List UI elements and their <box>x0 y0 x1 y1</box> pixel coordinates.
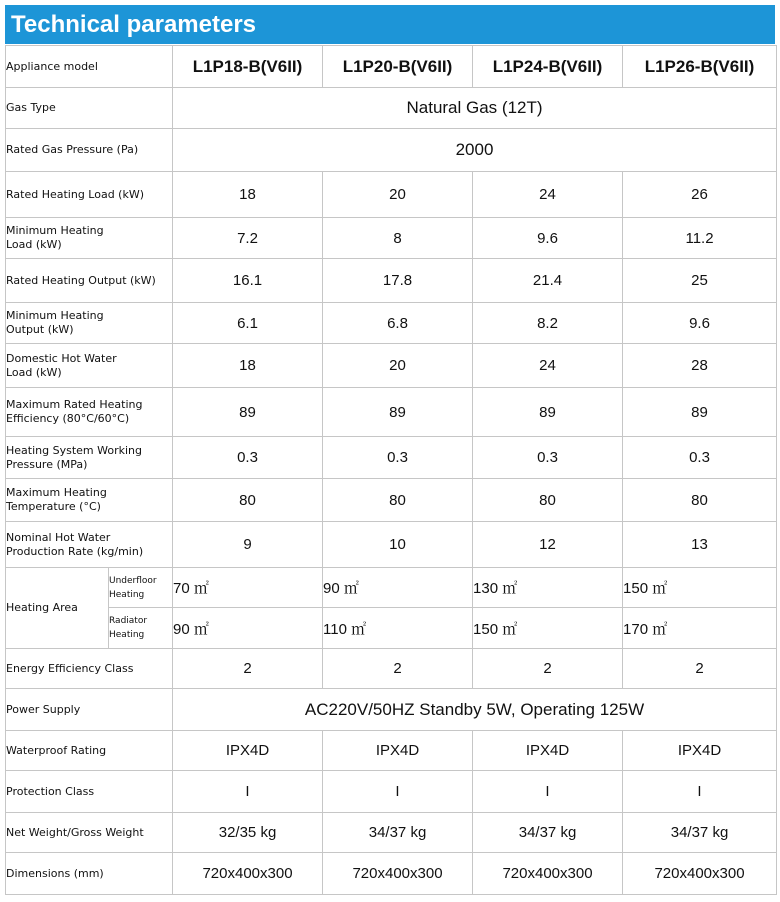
row-weight <box>6 813 777 853</box>
value-rated-heating-load: 24 <box>473 172 623 218</box>
row-heating-area-radiator <box>6 608 777 649</box>
value-energy-class: 2 <box>173 649 323 689</box>
value-min-heating-load: 9.6 <box>473 218 623 259</box>
label-dhw-load <box>6 344 173 388</box>
value-energy-class: 2 <box>473 649 623 689</box>
value-weight: 34/37 kg <box>623 813 777 853</box>
value-waterproof: IPX4D <box>323 731 473 771</box>
label-working-pressure <box>6 437 173 479</box>
label-dimensions-text: Dimensions (mm) <box>6 866 104 880</box>
value-hot-water-rate: 13 <box>623 522 777 568</box>
row-min-heating-load <box>6 218 777 259</box>
value-dhw-load: 28 <box>623 344 777 388</box>
value-gas-type: Natural Gas (12T) <box>173 88 777 129</box>
row-hot-water-rate <box>6 522 777 568</box>
value-working-pressure: 0.3 <box>623 437 777 479</box>
row-energy-class <box>6 649 777 689</box>
row-gas-type <box>6 88 777 129</box>
value-max-efficiency: 89 <box>623 388 777 437</box>
label-underfloor-heating-text: Underfloor Heating <box>109 575 157 600</box>
row-min-heating-output <box>6 303 777 344</box>
section-title: Technical parameters <box>5 5 775 44</box>
label-min-heating-output <box>6 303 173 344</box>
label-waterproof-text: Waterproof Rating <box>6 743 107 757</box>
value-dimensions: 720x400x300 <box>323 853 473 895</box>
value-max-temperature: 80 <box>323 479 473 522</box>
label-max-temperature-text: Maximum Heating Temperature (°C) <box>6 486 107 513</box>
row-appliance-model <box>6 46 777 88</box>
value-waterproof: IPX4D <box>473 731 623 771</box>
value-dhw-load: 18 <box>173 344 323 388</box>
row-max-temperature <box>6 479 777 522</box>
value-min-heating-load: 7.2 <box>173 218 323 259</box>
label-energy-class <box>6 649 173 689</box>
value-rated-heating-load: 18 <box>173 172 323 218</box>
row-waterproof <box>6 731 777 771</box>
value-radiator-area: 110 ㎡ <box>323 608 473 649</box>
model-name: L1P24-B(V6II) <box>473 46 623 88</box>
row-dhw-load <box>6 344 777 388</box>
value-rated-heating-output: 25 <box>623 259 777 303</box>
value-waterproof: IPX4D <box>623 731 777 771</box>
label-power-supply-text: Power Supply <box>6 702 81 716</box>
parameters-table <box>5 45 777 895</box>
label-rated-heating-load <box>6 172 173 218</box>
value-working-pressure: 0.3 <box>473 437 623 479</box>
label-gas-type <box>6 88 173 129</box>
value-min-heating-output: 6.1 <box>173 303 323 344</box>
value-rated-heating-output: 21.4 <box>473 259 623 303</box>
label-dimensions <box>6 853 173 895</box>
row-rated-heating-output <box>6 259 777 303</box>
label-weight <box>6 813 173 853</box>
value-dimensions: 720x400x300 <box>173 853 323 895</box>
value-hot-water-rate: 12 <box>473 522 623 568</box>
value-protection: I <box>323 771 473 813</box>
label-rated-heating-output <box>6 259 173 303</box>
model-name: L1P26-B(V6II) <box>623 46 777 88</box>
label-radiator-heating-text: Radiator Heating <box>109 616 148 640</box>
row-protection <box>6 771 777 813</box>
value-rated-heating-output: 16.1 <box>173 259 323 303</box>
value-min-heating-output: 8.2 <box>473 303 623 344</box>
label-underfloor-heating <box>109 568 173 608</box>
label-min-heating-load-text: Minimum Heating Load (kW) <box>6 224 104 251</box>
model-name: L1P20-B(V6II) <box>323 46 473 88</box>
value-max-efficiency: 89 <box>173 388 323 437</box>
value-hot-water-rate: 9 <box>173 522 323 568</box>
value-weight: 34/37 kg <box>323 813 473 853</box>
row-dimensions <box>6 853 777 895</box>
value-max-temperature: 80 <box>623 479 777 522</box>
value-max-efficiency: 89 <box>323 388 473 437</box>
value-working-pressure: 0.3 <box>323 437 473 479</box>
value-protection: I <box>623 771 777 813</box>
label-min-heating-load <box>6 218 173 259</box>
value-protection: I <box>473 771 623 813</box>
value-min-heating-output: 9.6 <box>623 303 777 344</box>
value-dhw-load: 20 <box>323 344 473 388</box>
row-working-pressure <box>6 437 777 479</box>
value-protection: I <box>173 771 323 813</box>
value-waterproof: IPX4D <box>173 731 323 771</box>
label-heating-area <box>6 568 109 649</box>
label-max-temperature <box>6 479 173 522</box>
value-min-heating-load: 11.2 <box>623 218 777 259</box>
value-dimensions: 720x400x300 <box>473 853 623 895</box>
row-power-supply <box>6 689 777 731</box>
value-underfloor-area: 150 ㎡ <box>623 568 777 608</box>
label-waterproof <box>6 731 173 771</box>
label-heating-area-text: Heating Area <box>6 601 78 614</box>
label-min-heating-output-text: Minimum Heating Output (kW) <box>6 309 104 336</box>
model-name: L1P18-B(V6II) <box>173 46 323 88</box>
label-rated-heating-load-text: Rated Heating Load (kW) <box>6 187 145 201</box>
row-rated-gas-pressure <box>6 129 777 172</box>
value-max-temperature: 80 <box>173 479 323 522</box>
label-weight-text: Net Weight/Gross Weight <box>6 825 144 839</box>
value-max-efficiency: 89 <box>473 388 623 437</box>
label-energy-class-text: Energy Efficiency Class <box>6 661 134 675</box>
value-radiator-area: 150 ㎡ <box>473 608 623 649</box>
value-radiator-area: 170 ㎡ <box>623 608 777 649</box>
label-protection <box>6 771 173 813</box>
value-underfloor-area: 70 ㎡ <box>173 568 323 608</box>
label-gas-type-text: Gas Type <box>6 101 56 114</box>
value-rated-heating-output: 17.8 <box>323 259 473 303</box>
value-rated-heating-load: 20 <box>323 172 473 218</box>
label-appliance-model-text: Appliance model <box>6 59 98 73</box>
label-hot-water-rate <box>6 522 173 568</box>
value-hot-water-rate: 10 <box>323 522 473 568</box>
label-max-efficiency <box>6 388 173 437</box>
label-rated-heating-output-text: Rated Heating Output (kW) <box>6 273 156 287</box>
label-working-pressure-text: Heating System Working Pressure (MPa) <box>6 443 142 471</box>
value-rated-gas-pressure: 2000 <box>173 129 777 172</box>
label-dhw-load-text: Domestic Hot Water Load (kW) <box>6 351 117 379</box>
label-protection-text: Protection Class <box>6 784 95 798</box>
value-dhw-load: 24 <box>473 344 623 388</box>
value-max-temperature: 80 <box>473 479 623 522</box>
value-weight: 32/35 kg <box>173 813 323 853</box>
value-rated-heating-load: 26 <box>623 172 777 218</box>
label-appliance-model <box>6 46 173 88</box>
label-hot-water-rate-text: Nominal Hot Water Production Rate (kg/min) <box>6 530 144 558</box>
label-power-supply <box>6 689 173 731</box>
value-min-heating-load: 8 <box>323 218 473 259</box>
value-radiator-area: 90 ㎡ <box>173 608 323 649</box>
value-weight: 34/37 kg <box>473 813 623 853</box>
value-power-supply: AC220V/50HZ Standby 5W, Operating 125W <box>173 689 777 731</box>
row-max-efficiency <box>6 388 777 437</box>
label-rated-gas-pressure <box>6 129 173 172</box>
row-heating-area-underfloor <box>6 568 777 608</box>
value-dimensions: 720x400x300 <box>623 853 777 895</box>
value-energy-class: 2 <box>323 649 473 689</box>
label-max-efficiency-text: Maximum Rated Heating Efficiency (80°C/60°C) <box>6 398 143 425</box>
label-radiator-heating <box>109 608 173 649</box>
value-underfloor-area: 90 ㎡ <box>323 568 473 608</box>
value-min-heating-output: 6.8 <box>323 303 473 344</box>
value-working-pressure: 0.3 <box>173 437 323 479</box>
value-underfloor-area: 130 ㎡ <box>473 568 623 608</box>
label-rated-gas-pressure-text: Rated Gas Pressure (Pa) <box>6 143 139 156</box>
row-rated-heating-load <box>6 172 777 218</box>
value-energy-class: 2 <box>623 649 777 689</box>
